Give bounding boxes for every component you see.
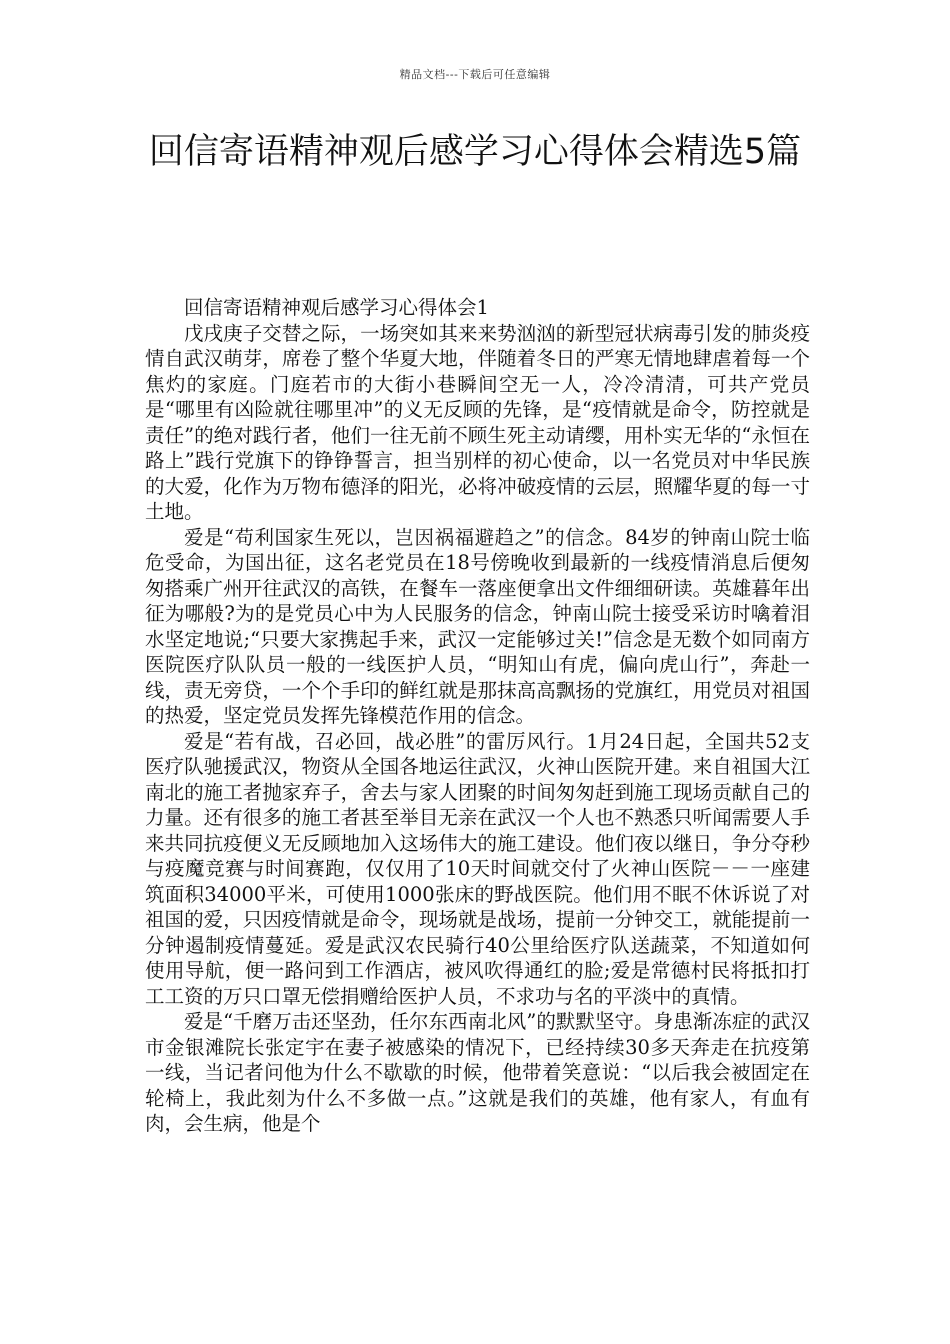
body-paragraph: 爱是“若有战，召必回，战必胜”的雷厉风行。1月24日起，全国共52支医疗队驰援武汉，物资从全国各地运往武汉，火神山医院开建。来自祖国大江南北的施工者抛家弃子，舍去与家人团聚的时间匆匆赶到施工现场贡献自己的力量。还有很多的施工者甚至举目无亲在武汉一个人也不熟悉只听闻需要人手来共同抗疫便义无反顾地加入这场伟大的施工建设。他们夜以继日，争分夺秒与疫魔竞赛与时间赛跑，仅仅用了10天时间就交付了火神山医院－－一座建筑面积34000平米，可使用1000张床的野战医院。他们用不眠不休诉说了对祖国的爱，只因疫情就是命令，现场就是战场，提前一分钟交工，就能提前一分钟遏制疫情蔓延。爱是武汉农民骑行40公里给医疗队送蔬菜，不知道如何使用导航，便一路问到工作酒店，被风吹得通红的脸;爱是常德村民将抵扣打工工资的万只口罩无偿捐赠给医护人员，不求功与名的平淡中的真情。: [145, 729, 810, 1008]
section-heading: 回信寄语精神观后感学习心得体会1: [184, 296, 489, 319]
document-body: [145, 295, 810, 1137]
body-paragraph: 爱是“千磨万击还坚劲，任尔东西南北风”的默默坚守。身患渐冻症的武汉市金银滩院长张定宇在妻子被感染的情况下，已经持续30多天奔走在抗疫第一线，当记者问他为什么不歇歇的时候，他带着笑意说：“以后我会被固定在轮椅上，我此刻为什么不多做一点。”这就是我们的英雄，他有家人，有血有肉，会生病，他是个: [145, 1010, 810, 1135]
body-paragraph: 爱是“苟利国家生死以，岂因祸福避趋之”的信念。84岁的钟南山院士临危受命，为国出征，这名老党员在18号傍晚收到最新的一线疫情消息后便匆匆搭乘广州开往武汉的高铁，在餐车一落座便拿出文件细细研读。英雄暮年出征为哪般?为的是党员心中为人民服务的信念，钟南山院士接受采访时噙着泪水坚定地说;“只要大家携起手来，武汉一定能够过关!”信念是无数个如同南方医院医疗队队员一般的一线医护人员，“明知山有虎，偏向虎山行”，奔赴一线，责无旁贷，一个个手印的鲜红就是那抹高高飘扬的党旗红，用党员对祖国的热爱，坚定党员发挥先锋模范作用的信念。: [145, 525, 810, 727]
document-title: 回信寄语精神观后感学习心得体会精选5篇: [148, 132, 802, 172]
header-note: 精品文档---下载后可任意编辑: [399, 68, 551, 81]
body-paragraph: 戊戌庚子交替之际，一场突如其来来势汹汹的新型冠状病毒引发的肺炎疫情自武汉萌芽，席卷了整个华夏大地，伴随着冬日的严寒无情地肆虐着每一个焦灼的家庭。门庭若市的大街小巷瞬间空无一人，冷冷清清，可共产党员是“哪里有凶险就往哪里冲”的义无反顾的先锋，是“疫情就是命令，防控就是责任”的绝对践行者，他们一往无前不顾生死主动请缨，用朴实无华的“永恒在路上”践行党旗下的铮铮誓言，担当别样的初心使命，以一名党员对中华民族的大爱，化作为万物布德泽的阳光，必将冲破疫情的云层，照耀华夏的每一寸土地。: [145, 321, 810, 523]
